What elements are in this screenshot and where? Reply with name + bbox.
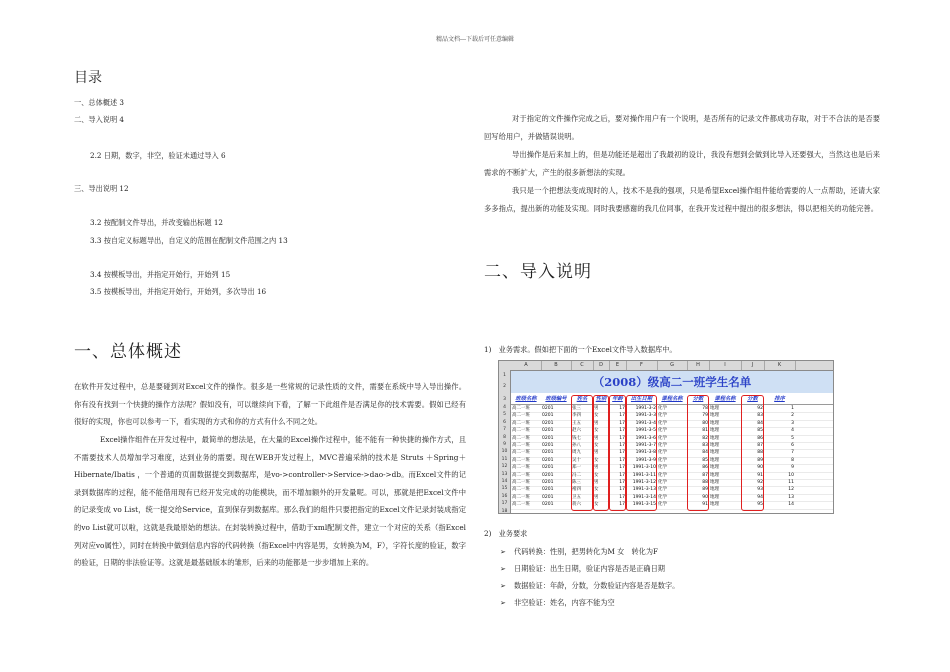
body-paragraph: 导出操作是后来加上的，但是功能还是超出了我最初的设计，我没有想到会做到比导入还要强大，当然这也是后来需求的不断扩大，产生的很多新想法的实现。	[484, 150, 880, 177]
column-letter[interactable]: H	[687, 361, 710, 370]
sheet-cell: 女	[594, 443, 599, 448]
sheet-cell: 17	[619, 435, 625, 441]
arrow-bullet-icon: ➢	[500, 548, 506, 556]
sheet-header-cell: 分数	[692, 396, 704, 402]
toc-item[interactable]: 三、导出说明 12	[74, 184, 129, 193]
sheet-cell: 17	[619, 480, 625, 485]
sheet-cell: 地理	[710, 457, 719, 463]
sheet-cell: 钱七	[572, 435, 581, 441]
row-number[interactable]: 9	[503, 442, 506, 447]
sheet-cell: 地理	[710, 480, 719, 485]
row-number[interactable]: 5	[503, 412, 506, 418]
sheet-cell: 90	[702, 494, 708, 500]
toc-item[interactable]: 一、总体概述 3	[74, 98, 124, 107]
sheet-cell: 89	[702, 487, 708, 493]
sheet-cell: 高二一班	[512, 443, 530, 448]
sheet-cell: 化学	[658, 457, 667, 463]
sheet-data-row	[511, 501, 833, 509]
sheet-cell: 女	[594, 413, 599, 419]
sheet-cell: 化学	[658, 480, 667, 485]
bullet-text: 代码转换：性别，把男转化为M 女 转化为F	[514, 547, 659, 556]
sheet-cell: 赵六	[572, 428, 581, 434]
toc-item[interactable]: 3.4 按模板导出，并指定开始行，开始列 15	[90, 270, 231, 279]
sheet-cell: 高二一班	[512, 487, 530, 493]
sheet-cell: 2	[791, 413, 794, 419]
sheet-cell: 4	[791, 428, 794, 434]
sheet-cell: 83	[702, 443, 708, 448]
sheet-cell: 张三	[572, 406, 581, 411]
sheet-cell: 男	[594, 406, 599, 411]
sheet-cell: 化学	[658, 450, 667, 456]
toc-item[interactable]: 3.2 按配制文件导出，并改变输出标题 12	[90, 218, 223, 227]
sheet-header-cell: 排序	[774, 396, 785, 402]
sheet-cell: 88	[702, 480, 708, 485]
sheet-cell: 94	[757, 494, 763, 500]
sheet-cell: 女	[594, 487, 599, 493]
sheet-cell: 1991-3-11	[632, 472, 656, 478]
sheet-header-cell: 姓名	[576, 396, 588, 402]
sheet-cell: 1991-3-10	[632, 465, 656, 471]
sheet-header-cell: 出生日期	[630, 396, 653, 402]
sheet-cell: 84	[702, 450, 708, 456]
sheet-cell: 78	[702, 406, 708, 411]
row-number[interactable]: 1	[503, 373, 506, 378]
list-item-2: 2) 业务要求	[484, 529, 528, 538]
column-letter[interactable]: D	[593, 361, 610, 370]
row-number[interactable]: 16	[501, 493, 508, 499]
sheet-cell: 李四	[572, 413, 581, 419]
sheet-cell: 1991-3-2	[635, 406, 656, 411]
row-number[interactable]: 15	[501, 486, 508, 492]
sheet-cell: 17	[619, 487, 625, 493]
sheet-cell: 86	[757, 435, 763, 441]
sheet-header-cell: 课程名称	[714, 396, 736, 402]
sheet-cell: 1991-3-14	[632, 494, 656, 500]
sheet-cell: 化学	[658, 487, 667, 493]
bullet-text: 非空验证：姓名，内容不能为空	[514, 598, 615, 607]
sheet-cell: 0201	[542, 465, 554, 471]
sheet-cell: 88	[757, 450, 763, 456]
arrow-bullet-icon: ➢	[500, 565, 506, 573]
column-letter[interactable]: B	[541, 361, 572, 370]
sheet-cell: 地理	[710, 413, 719, 419]
sheet-cell: 84	[757, 420, 763, 426]
sheet-cell: 1991-3-8	[635, 450, 656, 456]
sheet-cell: 82	[702, 435, 708, 441]
sheet-cell: 女	[594, 502, 599, 508]
bullet-item	[500, 581, 679, 591]
sheet-cell: 17	[619, 443, 625, 448]
sheet-cell: 1991-3-13	[632, 487, 656, 493]
sheet-cell: 化学	[658, 435, 667, 441]
sheet-cell: 化学	[658, 494, 667, 500]
sheet-cell: 化学	[658, 428, 667, 434]
toc-item[interactable]: 二、导入说明 4	[74, 115, 124, 124]
column-letter[interactable]: F	[626, 361, 658, 370]
sheet-cell: 地理	[710, 494, 719, 500]
sheet-cell: 周九	[572, 450, 581, 456]
column-letter[interactable]: A	[511, 361, 542, 370]
sheet-cell: 化学	[658, 443, 667, 448]
sheet-cell: 93	[757, 487, 763, 493]
row-number[interactable]: 7	[503, 427, 506, 433]
sheet-cell: 90	[757, 465, 763, 471]
header-note: 精品文档---下载后可任意编辑	[435, 36, 515, 43]
toc-title: 目录	[74, 70, 102, 86]
column-letter[interactable]: J	[741, 361, 765, 370]
sheet-cell: 87	[757, 443, 763, 448]
sheet-cell: 地理	[710, 443, 719, 448]
sheet-cell: 高二一班	[512, 450, 530, 456]
sheet-cell: 1991-3-6	[635, 435, 656, 441]
sheet-cell: 79	[702, 413, 708, 419]
validation-highlight-box	[741, 395, 764, 511]
sheet-cell: 1991-3-5	[635, 428, 656, 434]
row-number[interactable]: 8	[503, 434, 506, 440]
sheet-cell: 地理	[710, 465, 719, 471]
sheet-cell: 地理	[710, 472, 719, 478]
sheet-cell: 男	[594, 480, 599, 485]
section-2-heading: 二、导入说明	[484, 262, 592, 282]
sheet-cell: 卫五	[572, 494, 581, 500]
sheet-cell: 89	[757, 457, 763, 463]
sheet-cell: 17	[619, 494, 625, 500]
bullet-item	[500, 564, 665, 574]
arrow-bullet-icon: ➢	[500, 599, 506, 607]
sheet-cell: 85	[702, 457, 708, 463]
row-number[interactable]: 2	[503, 384, 506, 389]
sheet-cell: 17	[619, 457, 625, 463]
sheet-cell: 0201	[542, 487, 554, 493]
bullet-text: 数据验证：年龄，分数，分数验证内容是否是数字。	[514, 581, 680, 590]
sheet-cell: 男	[594, 435, 599, 441]
row-number[interactable]: 6	[503, 419, 506, 425]
sheet-cell: 1	[791, 406, 794, 411]
sheet-cell: 化学	[658, 413, 667, 419]
sheet-cell: 地理	[710, 428, 719, 434]
sheet-cell: 女	[594, 457, 599, 463]
sheet-cell: 0201	[542, 406, 554, 411]
sheet-cell: 5	[791, 435, 794, 441]
sheet-cell: 王五	[572, 420, 581, 426]
sheet-cell: 17	[619, 502, 625, 508]
sheet-cell: 郑一	[572, 465, 581, 471]
sheet-cell: 化学	[658, 465, 667, 471]
sheet-cell: 92	[757, 480, 763, 485]
sheet-cell: 高二一班	[512, 406, 530, 411]
sheet-cell: 83	[757, 413, 763, 419]
row-number[interactable]: 17	[501, 501, 508, 507]
sheet-header-cell: 班级名称	[515, 396, 537, 402]
column-letter[interactable]: I	[709, 361, 742, 370]
bullet-text: 日期验证：出生日期，验证内容是否是正确日期	[514, 564, 665, 573]
validation-highlight-box	[687, 395, 709, 511]
excel-sheet-image	[498, 360, 834, 514]
sheet-cell: 8	[791, 457, 794, 463]
validation-highlight-box	[626, 395, 657, 511]
sheet-cell: 17	[619, 406, 625, 411]
sheet-cell: 化学	[658, 420, 667, 426]
sheet-cell: 0201	[542, 450, 554, 456]
sheet-cell: 0201	[542, 457, 554, 463]
arrow-bullet-icon: ➢	[500, 582, 506, 590]
sheet-cell: 高二一班	[512, 465, 530, 471]
sheet-cell: 1991-3-12	[632, 480, 656, 485]
sheet-cell: 17	[619, 413, 625, 419]
sheet-cell: 男	[594, 450, 599, 456]
sheet-cell: 高二一班	[512, 457, 530, 463]
sheet-cell: 地理	[710, 450, 719, 456]
sheet-cell: 86	[702, 465, 708, 471]
sheet-cell: 7	[791, 450, 794, 456]
bullet-item	[500, 547, 658, 557]
sheet-cell: 男	[594, 465, 599, 471]
sheet-cell: 地理	[710, 487, 719, 493]
body-paragraph: 我只是一个把想法变成现时的人，技术不是我的强项，只是希望Excel操作组件能给需要的人一点帮助，还请大家多多指点，提出新的功能及实现。同时我要感谢的我几位同事，在我开发过程中提出的很多想法，得以把相关的功能完善。	[484, 186, 880, 213]
sheet-cell: 6	[791, 443, 794, 448]
sheet-cell: 1991-3-3	[635, 413, 656, 419]
sheet-cell: 地理	[710, 406, 719, 411]
row-number[interactable]: 10	[501, 449, 508, 455]
sheet-cell: 87	[702, 472, 708, 478]
sheet-cell: 95	[757, 502, 763, 508]
sheet-cell: 地理	[710, 435, 719, 441]
toc-item[interactable]: 3.3 按自定义标题导出，自定义的范围在配制文件范围之内 13	[90, 236, 288, 245]
column-header-bar	[499, 361, 833, 371]
column-letter[interactable]: C	[571, 361, 594, 370]
body-paragraph: 对于指定的文件操作完成之后，要对操作用户有一个说明，是否所有的记录文件都成功存取，对于不合法的是否要回写给用户，并做错误说明。	[484, 114, 880, 141]
sheet-cell: 85	[757, 428, 763, 434]
sheet-cell: 1991-3-4	[635, 420, 656, 426]
toc-item[interactable]: 2.2 日期，数字，非空，验证未通过导入 6	[90, 151, 226, 160]
sheet-cell: 1991-3-9	[635, 457, 656, 463]
sheet-cell: 0201	[542, 435, 554, 441]
sheet-cell: 13	[788, 494, 794, 500]
validation-highlight-box	[593, 395, 609, 511]
row-number[interactable]: 4	[503, 405, 506, 410]
sheet-cell: 0201	[542, 480, 554, 485]
sheet-cell: 10	[788, 472, 794, 478]
sheet-cell: 女	[594, 428, 599, 434]
sheet-cell: 17	[619, 420, 625, 426]
sheet-cell: 化学	[658, 472, 667, 478]
sheet-cell: 12	[788, 487, 794, 493]
row-number[interactable]: 18	[501, 508, 508, 514]
row-number[interactable]: 11	[501, 456, 508, 462]
sheet-cell: 高二一班	[512, 502, 530, 508]
sheet-cell: 蒋六	[572, 502, 581, 508]
row-number[interactable]: 13	[501, 471, 508, 477]
sheet-cell: 男	[594, 420, 599, 426]
sheet-cell: 17	[619, 428, 625, 434]
bullet-item	[500, 598, 615, 608]
sheet-cell: 男	[594, 494, 599, 500]
sheet-cell: 0201	[542, 420, 554, 426]
sheet-cell: 孙八	[572, 443, 581, 448]
row-number[interactable]: 12	[501, 464, 508, 470]
sheet-cell: 11	[788, 480, 794, 485]
sheet-header-row	[511, 394, 833, 405]
sheet-header-cell: 性别	[595, 396, 607, 402]
sheet-cell: 0201	[542, 494, 554, 500]
sheet-cell: 高二一班	[512, 435, 530, 441]
column-letter[interactable]: G	[657, 361, 688, 370]
sheet-cell: 0201	[542, 428, 554, 434]
sheet-cell: 陈三	[572, 480, 581, 485]
sheet-cell: 褚四	[572, 487, 581, 493]
sheet-cell: 冯二	[572, 472, 581, 478]
sheet-cell: 17	[619, 465, 625, 471]
sheet-cell: 14	[788, 502, 794, 508]
sheet-cell: 17	[619, 472, 625, 478]
sheet-cell: 1991-3-7	[635, 443, 656, 448]
sheet-cell: 女	[594, 472, 599, 478]
toc-item[interactable]: 3.5 按模板导出，并指定开始行，开始列，多次导出 16	[90, 287, 267, 296]
sheet-cell: 80	[702, 420, 708, 426]
sheet-cell: 高二一班	[512, 480, 530, 485]
row-header-bar	[499, 370, 511, 513]
validation-highlight-box	[571, 395, 593, 511]
sheet-cell: 17	[619, 450, 625, 456]
sheet-cell: 9	[791, 465, 794, 471]
list-item-1: 1) 业务需求。假如把下面的一个Excel文件导入数据库中。	[484, 345, 677, 354]
section-1-paragraph: 在软件开发过程中，总是要碰到对Excel文件的操作。很多是一些常规的记录性质的文件，需要在系统中导入导出操作。你有没有找到一个快捷的操作方法呢？假如没有，可以继续向下看，了解一下此组件是否满足你的技术需要。假如已经有很好的实现，你也可以参考一下，看实现的方式和你的方式有什么不同之处。	[74, 382, 466, 427]
sheet-cell: 0201	[542, 443, 554, 448]
sheet-banner-title: （2008）级高二一班学生名单	[511, 371, 833, 393]
sheet-header-cell: 分数	[747, 396, 758, 402]
sheet-header-cell: 年龄	[612, 396, 623, 402]
sheet-cell: 0201	[542, 413, 554, 419]
sheet-cell: 高二一班	[512, 420, 530, 426]
row-number[interactable]: 3	[503, 397, 506, 402]
section-1-heading: 一、总体概述	[74, 342, 182, 362]
sheet-cell: 1991-3-15	[632, 502, 656, 508]
column-letter[interactable]: K	[764, 361, 796, 370]
section-1-paragraph: Excel操作组件在开发过程中，最简单的想法是，在大量的Excel操作过程中，能不能有一种快捷的操作方式，且不需要技术人员增加学习难度，达到业务的需要。现在WEB开发过程上，MVC普遍采纳的技术是 Struts ＋Spring＋Hibernate/Ibatis ，一个普通的页面数据提交到数据库，是vo->controller->Service->dao->db。而Excel文件的记录到数据库的过程，能不能借用现有已经开发完成的功能模块，而不增加额外的开发量呢。可以，那就是把Excel文件中的记录变成 vo List，统一提交给Service，直到保存到数据库。那么我们的组件只要把指定的Excel文件记录封装成指定的vo List就可以啦，这就是我最原始的想法。在封装转换过程中，借助于xml配制文件，建立一个对应的关系（指Excel列对应vo属性），同时在转换中做到信息内容的代码转换（指Excel中内容是男，女转换为M，F），字符长度的验证，数字的验证，日期的非法验证等。这就是最基础版本的雏形，后来的功能都是一步步增加上来的。	[74, 435, 466, 568]
sheet-cell: 地理	[710, 502, 719, 508]
sheet-cell: 化学	[658, 406, 667, 411]
sheet-header-cell: 课程名称	[661, 396, 683, 402]
sheet-cell: 92	[757, 406, 763, 411]
sheet-cell: 3	[791, 420, 794, 426]
sheet-cell: 91	[702, 502, 708, 508]
sheet-cell: 0201	[542, 472, 554, 478]
sheet-cell: 高二一班	[512, 494, 530, 500]
sheet-cell: 91	[757, 472, 763, 478]
sheet-cell: 吴十	[572, 457, 581, 463]
sheet-cell: 高二一班	[512, 472, 530, 478]
sheet-header-cell: 班级编号	[545, 396, 567, 402]
sheet-cell: 地理	[710, 420, 719, 426]
sheet-cell: 高二一班	[512, 428, 530, 434]
sheet-cell: 化学	[658, 502, 667, 508]
validation-highlight-box	[609, 395, 626, 511]
sheet-cell: 81	[702, 428, 708, 434]
column-letter[interactable]: E	[609, 361, 627, 370]
sheet-cell: 0201	[542, 502, 554, 508]
row-number[interactable]: 14	[501, 479, 508, 484]
sheet-cell: 高二一班	[512, 413, 530, 419]
